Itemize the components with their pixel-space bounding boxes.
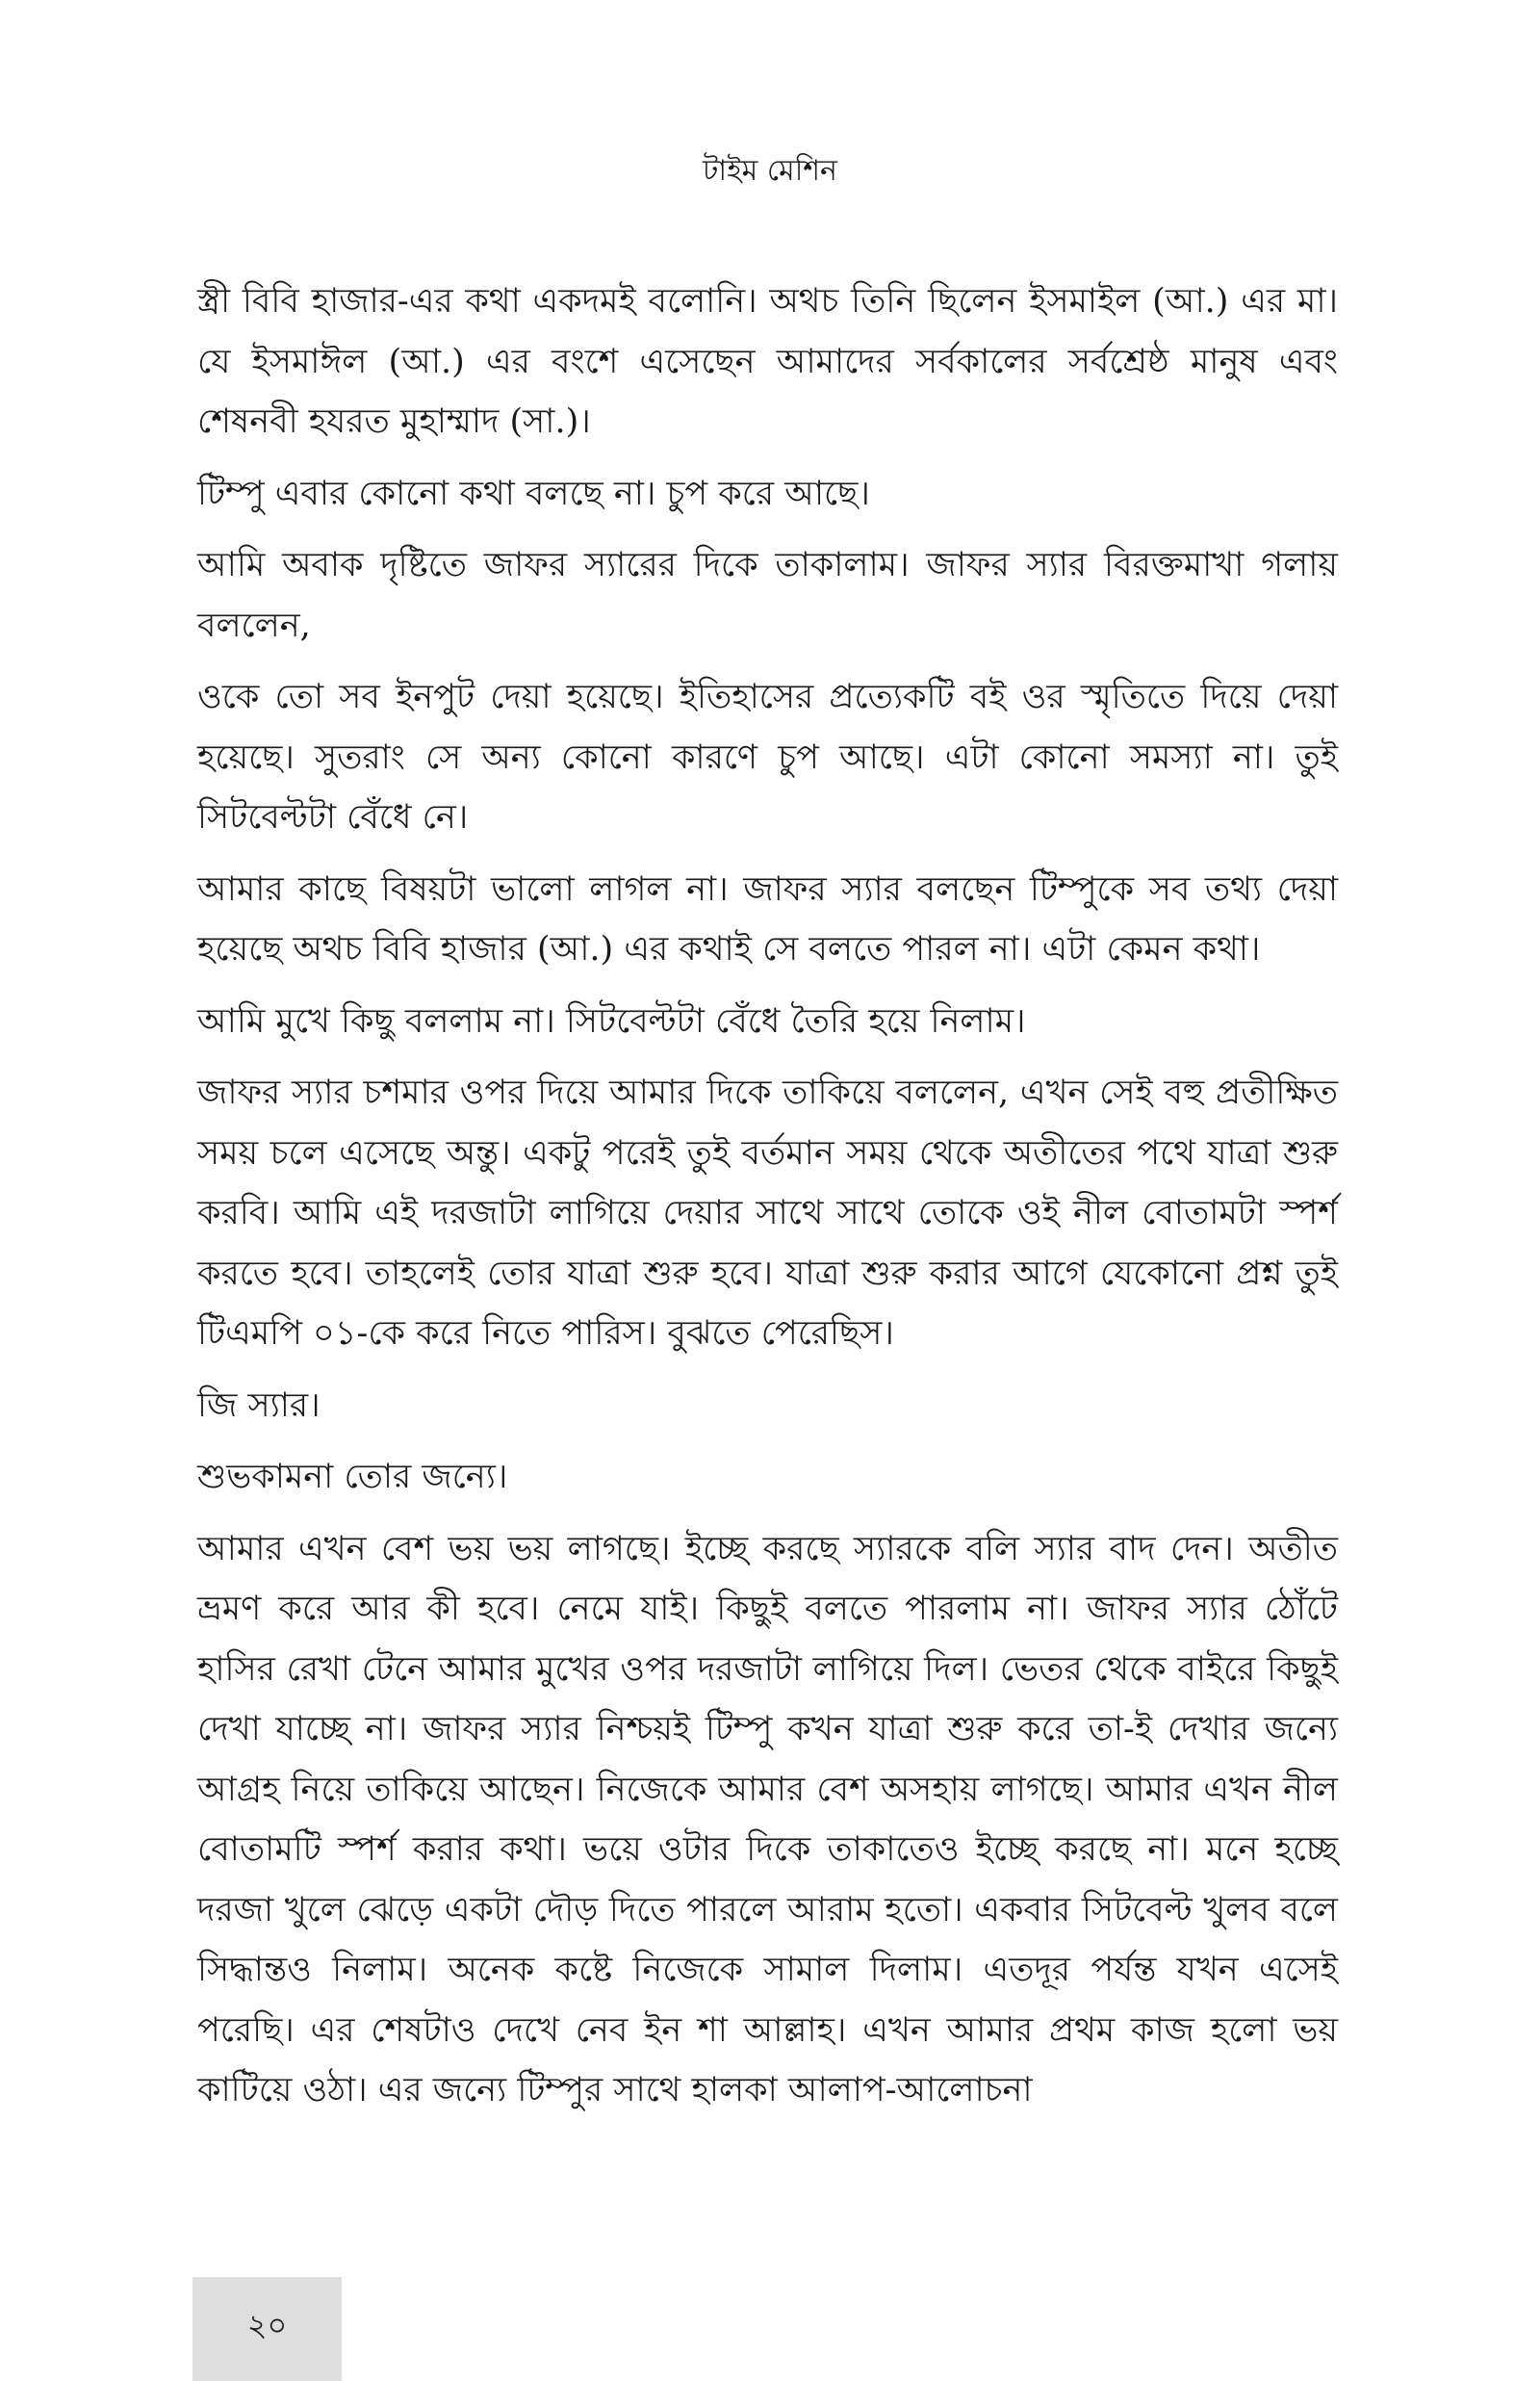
page-number-box [192, 2277, 342, 2381]
paragraph: আমার কাছে বিষয়টা ভালো লাগল না। জাফর স্যার বলছেন টিম্পুকে সব তথ্য দেয়া হয়েছে অথচ বিবি হাজার (আ.) এর কথাই সে বলতে পারল না। এটা কেমন কথা। [197, 869, 1338, 969]
page-number: ২০ [246, 2307, 288, 2343]
body-text [197, 272, 1338, 2133]
paragraph: শুভকামনা তোর জন্যে। [197, 1458, 508, 1496]
paragraph: জি স্যার। [197, 1385, 321, 1425]
paragraph: টিম্পু এবার কোনো কথা বলছে না। চুপ করে আছে। [197, 474, 870, 513]
paragraph: আমি মুখে কিছু বললাম না। সিটবেল্টটা বেঁধে তৈরি হয়ে নিলাম। [197, 1001, 1026, 1041]
running-title: টাইম মেশিন [703, 154, 837, 188]
paragraph: জাফর স্যার চশমার ওপর দিয়ে আমার দিকে তাকিয়ে বললেন, এখন সেই বহু প্রতীক্ষিত সময় চলে এসেছে অন্তু। একটু পরেই তুই বর্তমান সময় থেকে অতীতের পথে যাত্রা শুরু করবি। আমি এই দরজাটা লাগিয়ে দেয়ার সাথে সাথে তোকে ওই নীল বোতামটা স্পর্শ করতে হবে। তাহলেই তোর যাত্রা শুরু হবে। যাত্রা শুরু করার আগে যেকোনো প্রশ্ন তুই টিএমপি ০১-কে করে নিতে পারিস। বুঝতে পেরেছিস। [197, 1074, 1338, 1353]
paragraph: স্ত্রী বিবি হাজার-এর কথা একদমই বলোনি। অথচ তিনি ছিলেন ইসমাইল (আ.) এর মা। যে ইসমাঈল (আ.) এর বংশে এসেছেন আমাদের সর্বকালের সর্বশ্রেষ্ঠ মানুষ এবং শেষনবী হযরত মুহাম্মাদ (সা.)। [197, 282, 1338, 441]
paragraph: আমি অবাক দৃষ্টিতে জাফর স্যারের দিকে তাকালাম। জাফর স্যার বিরক্তমাখা গলায় বললেন, [197, 546, 1338, 645]
paragraph: আমার এখন বেশ ভয় ভয় লাগছে। ইচ্ছে করছে স্যারকে বলি স্যার বাদ দেন। অতীত ভ্রমণ করে আর কী হবে। নেমে যাই। কিছুই বলতে পারলাম না। জাফর স্যার ঠোঁটে হাসির রেখা টেনে আমার মুখের ওপর দরজাটা লাগিয়ে দিল। ভেতর থেকে বাইরে কিছুই দেখা যাচ্ছে না। জাফর স্যার নিশ্চয়ই টিম্পু কখন যাত্রা শুরু করে তা-ই দেখার জন্যে আগ্রহ নিয়ে তাকিয়ে আছেন। নিজেকে আমার বেশ অসহায় লাগছে। আমার এখন নীল বোতামটি স্পর্শ করার কথা। ভয়ে ওটার দিকে তাকাতেও ইচ্ছে করছে না। মনে হচ্ছে দরজা খুলে ঝেড়ে একটা দৌড় দিতে পারলে আরাম হতো। একবার সিটবেল্ট খুলব বলে সিদ্ধান্তও নিলাম। অনেক কষ্টে নিজেকে সামাল দিলাম। এতদূর পর্যন্ত যখন এসেই পরেছি। এর শেষটাও দেখে নেব ইন শা আল্লাহ। এখন আমার প্রথম কাজ হলো ভয় কাটিয়ে ওঠা। এর জন্যে টিম্পুর সাথে হালকা আলাপ-আলোচনা [197, 1529, 1338, 2109]
paragraph: ওকে তো সব ইনপুট দেয়া হয়েছে। ইতিহাসের প্রত্যেকটি বই ওর স্মৃতিতে দিয়ে দেয়া হয়েছে। সুতরাং সে অন্য কোনো কারণে চুপ আছে। এটা কোনো সমস্যা না। তুই সিটবেল্টটা বেঁধে নে। [197, 678, 1338, 837]
